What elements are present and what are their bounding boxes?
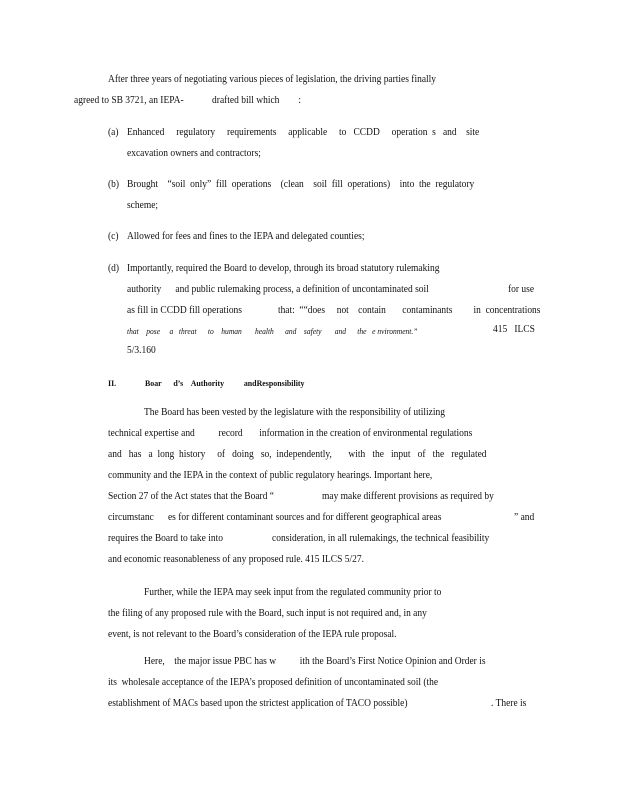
para2-line4: community and the IEPA in the context of public regulatory hearings. Important here, — [108, 470, 433, 481]
para1-line2: agreed to SB 3721, an IEPA- drafted bill which : — [74, 95, 301, 106]
para3-line1: Further, while the IEPA may seek input from the regulated community prior to — [144, 587, 442, 598]
para3-line3: event, is not relevant to the Board’s consideration of the IEPA rule proposal. — [108, 629, 397, 640]
list-a-line1: Enhanced regulatory requirements applicable to CCDD operation s and site — [127, 127, 480, 138]
list-d-line2: authority and public rulemaking process, a definition of uncontaminated soil — [127, 284, 429, 295]
para2-line2: technical expertise and record information in the creation of environmental regulations — [108, 428, 473, 439]
list-c-label: (c) — [108, 231, 119, 242]
para2-line6a: circumstanc es for different contaminant sources and for different geographical areas — [108, 512, 442, 523]
para2-line7a: requires the Board to take into — [108, 533, 223, 544]
para2-line7b: consideration, in all rulemakings, the technical feasibility — [272, 533, 490, 544]
list-b-line1: Brought “soil only” fill operations (clean soil fill operations) into the regulatory — [127, 179, 475, 190]
section-title: Boar d’s Authority andResponsibility — [145, 378, 305, 388]
list-a-line2: excavation owners and contractors; — [127, 148, 261, 159]
para3-line2: the filing of any proposed rule with the Board, such input is not required and, in any — [108, 608, 427, 619]
list-c-line1: Allowed for fees and fines to the IEPA and delegated counties; — [127, 231, 365, 242]
para4-line3a: establishment of MACs based upon the strictest application of TACO possible) — [108, 698, 408, 709]
list-d-line4: that pose a threat to human health and safety and the e nvironment.” — [127, 327, 418, 336]
section-number: II. — [108, 378, 117, 388]
para2-line3: and has a long history of doing so, independently, with the input of the regulated — [108, 449, 487, 460]
para4-line3b: . There is — [491, 698, 527, 709]
list-d-line3b: that: ““does not contain contaminants in concentrations — [278, 305, 541, 316]
para2-line1: The Board has been vested by the legislature with the responsibility of utilizing — [144, 407, 445, 418]
para2-line5b: may make different provisions as required by — [322, 491, 494, 502]
list-d-line4b: 415 ILCS — [493, 324, 535, 335]
para2-line6b: ” and — [514, 512, 535, 523]
list-d-label: (d) — [108, 263, 120, 274]
list-b-line2: scheme; — [127, 200, 159, 211]
para2-line5a: Section 27 of the Act states that the Board “ — [108, 491, 275, 502]
para1-line1: After three years of negotiating various pieces of legislation, the driving parties finally — [108, 74, 437, 85]
list-d-line1: Importantly, required the Board to develop, through its broad statutory rulemaking — [127, 263, 440, 274]
list-d-line2b: for use — [508, 284, 535, 295]
para4-line1: Here, the major issue PBC has w ith the Board’s First Notice Opinion and Order is — [144, 656, 486, 667]
list-d-line3a: as fill in CCDD fill operations — [127, 305, 242, 316]
para4-line2: its wholesale acceptance of the IEPA’s proposed definition of uncontaminated soil (the — [108, 677, 439, 688]
list-b-label: (b) — [108, 179, 120, 190]
para2-line8: and economic reasonableness of any proposed rule. 415 ILCS 5/27. — [108, 554, 364, 565]
list-a-label: (a) — [108, 127, 119, 138]
list-d-line5: 5/3.160 — [127, 345, 156, 356]
